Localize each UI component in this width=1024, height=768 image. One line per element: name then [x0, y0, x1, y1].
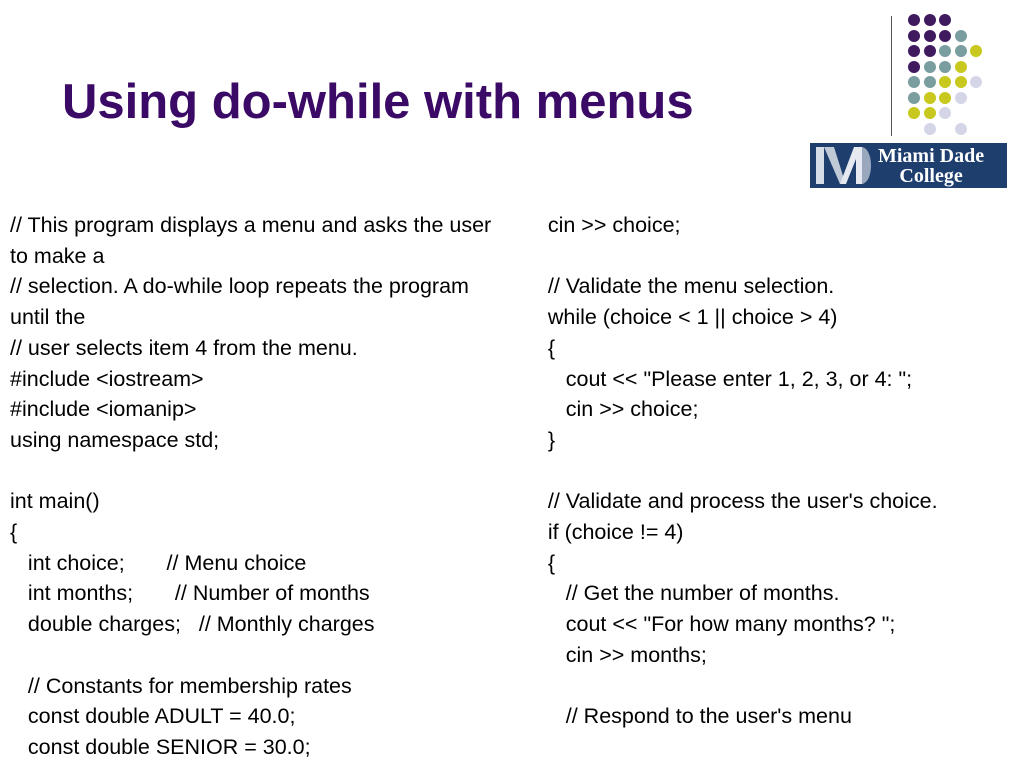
decorative-dot — [908, 92, 920, 104]
decorative-dot — [908, 76, 920, 88]
decorative-dot — [955, 92, 967, 104]
decorative-dot — [908, 14, 920, 26]
decorative-dot — [924, 61, 936, 73]
decorative-dot — [970, 76, 982, 88]
decorative-dot — [924, 30, 936, 42]
code-column-left — [10, 210, 500, 763]
code-line: int main() — [10, 489, 100, 514]
decorative-dot — [955, 61, 967, 73]
code-line — [512, 456, 1017, 487]
code-line: using namespace std; — [10, 427, 220, 452]
code-line — [512, 671, 1017, 702]
code-line: // selection. A do-while loop repeats the program until the — [10, 274, 475, 330]
code-line: // Validate the menu selection. — [512, 274, 835, 299]
md-logo-mark — [810, 143, 874, 188]
code-line: // Validate and process the user's choice. — [512, 489, 938, 514]
code-line: cout << "For how many months? "; — [512, 612, 896, 637]
decorative-dot — [939, 107, 951, 119]
code-line: // Respond to the user's menu — [512, 704, 852, 729]
logo-text — [874, 146, 984, 186]
code-line: // This program displays a menu and asks the user to make a — [10, 213, 498, 268]
code-line: int months; // Number of months — [10, 581, 370, 606]
code-line — [512, 241, 1017, 272]
code-line: #include <iomanip> — [10, 397, 197, 422]
decorative-dot — [939, 76, 951, 88]
decorative-dot — [970, 45, 982, 57]
decorative-dot — [955, 123, 967, 135]
decorative-dot — [908, 45, 920, 57]
decorative-dot — [924, 76, 936, 88]
decorative-dot — [939, 45, 951, 57]
logo-line-1: Miami Dade — [878, 144, 985, 167]
decorative-dot — [924, 92, 936, 104]
code-line: // user selects item 4 from the menu. — [10, 335, 358, 360]
slide-title: Using do-while with menus — [62, 75, 694, 129]
code-line: int choice; // Menu choice — [10, 550, 307, 575]
code-line: cin >> choice; — [512, 397, 699, 422]
decorative-dot — [924, 123, 936, 135]
code-line: } — [512, 427, 556, 452]
code-line: { — [512, 335, 556, 360]
decorative-dot — [939, 61, 951, 73]
code-line: double charges; // Monthly charges — [10, 612, 375, 637]
code-line: while (choice < 1 || choice > 4) — [512, 305, 838, 330]
code-line: cout << "Please enter 1, 2, 3, or 4: "; — [512, 366, 913, 391]
decorative-dot — [908, 61, 920, 73]
decorative-dot — [939, 30, 951, 42]
decorative-dot — [955, 76, 967, 88]
code-line: const double SENIOR = 30.0; — [10, 734, 311, 759]
code-line: #include <iostream> — [10, 366, 204, 391]
decorative-dot — [924, 107, 936, 119]
code-line: cin >> months; — [512, 642, 707, 667]
logo-line-2: College — [899, 164, 963, 187]
decorative-dot — [924, 14, 936, 26]
decorative-dot — [955, 30, 967, 42]
code-line: cin >> choice; — [512, 213, 681, 237]
decorative-dot-grid — [908, 14, 998, 138]
code-line: const double ADULT = 40.0; — [10, 704, 296, 729]
miami-dade-college-logo — [810, 143, 1007, 188]
code-line — [10, 456, 500, 487]
decorative-dot — [939, 14, 951, 26]
code-line: { — [10, 520, 18, 545]
code-column-right — [512, 210, 1017, 732]
decorative-dot — [955, 45, 967, 57]
decorative-dot — [939, 92, 951, 104]
md-emblem-icon — [810, 143, 874, 188]
code-line: { — [512, 550, 556, 575]
code-line: // Get the number of months. — [512, 581, 840, 606]
code-line — [10, 640, 500, 671]
decorative-divider — [891, 16, 892, 136]
decorative-dot — [908, 30, 920, 42]
code-line: // Constants for membership rates — [10, 673, 352, 698]
code-line: if (choice != 4) — [512, 520, 684, 544]
decorative-dot — [908, 107, 920, 119]
decorative-dot — [924, 45, 936, 57]
